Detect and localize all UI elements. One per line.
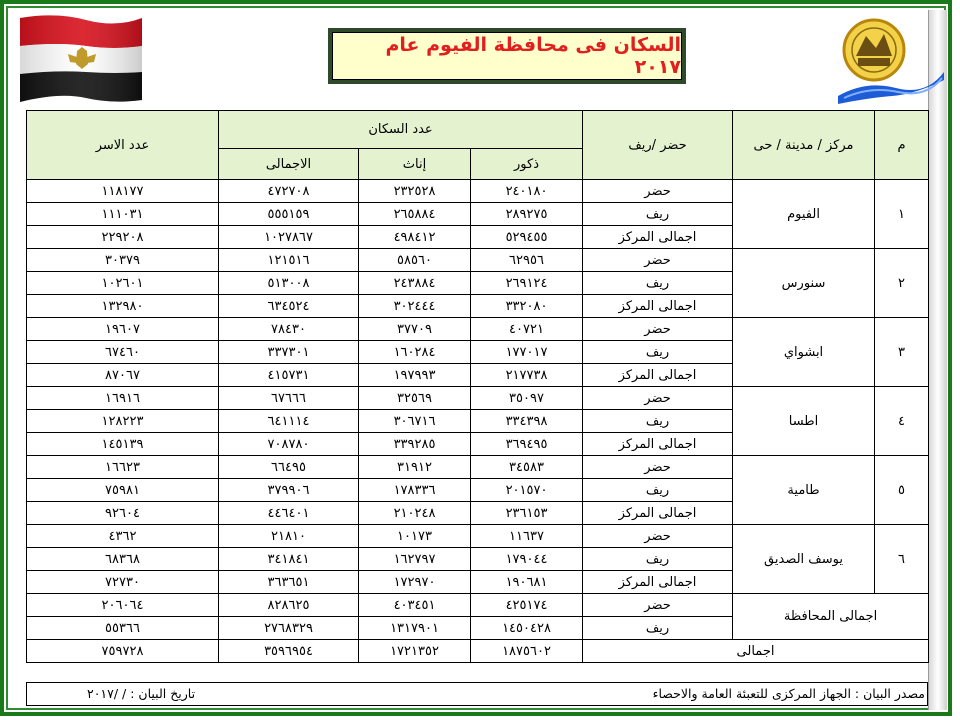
page-title: السكان فى محافظة الفيوم عام ٢٠١٧: [385, 34, 681, 78]
area-type: ريف: [583, 341, 733, 364]
total-cell: ١٢١٥١٦: [219, 249, 359, 272]
area-type: اجمالى المركز: [583, 571, 733, 594]
area-type: اجمالى المركز: [583, 433, 733, 456]
males-cell: ١١٦٣٧: [471, 525, 583, 548]
total-cell: ٣٥٩٦٩٥٤: [219, 640, 359, 663]
row-number: ٣: [875, 318, 929, 387]
grand-total-row: [27, 640, 929, 663]
row-number: ١: [875, 180, 929, 249]
area-type: حضر: [583, 525, 733, 548]
area-type: اجمالى المركز: [583, 364, 733, 387]
area-type: حضر: [583, 387, 733, 410]
females-cell: ١٩٧٩٩٣: [359, 364, 471, 387]
area-type: حضر: [583, 180, 733, 203]
area-type: ريف: [583, 203, 733, 226]
households-cell: ٦٧٤٦٠: [27, 341, 219, 364]
females-cell: ٣٠٢٤٤٤: [359, 295, 471, 318]
females-cell: ٢٣٢٥٢٨: [359, 180, 471, 203]
header-population: عدد السكان: [219, 111, 583, 149]
total-cell: ٦٧٦٦٦: [219, 387, 359, 410]
header-markaz: مركز / مدينة / حى: [733, 111, 875, 180]
females-cell: ٣٣٩٢٨٥: [359, 433, 471, 456]
header-m: م: [875, 111, 929, 180]
males-cell: ٤٢٥١٧٤: [471, 594, 583, 617]
males-cell: ٣٣٤٣٩٨: [471, 410, 583, 433]
header-females: إناث: [359, 149, 471, 180]
households-cell: ١٩٦٠٧: [27, 318, 219, 341]
markaz-name: يوسف الصديق: [733, 525, 875, 594]
females-cell: ١٦٠٢٨٤: [359, 341, 471, 364]
footer: [26, 682, 928, 706]
area-type: حضر: [583, 594, 733, 617]
males-cell: ٣٤٥٨٣: [471, 456, 583, 479]
males-cell: ٣٦٩٤٩٥: [471, 433, 583, 456]
footer-source: مصدر البيان : الجهاز المركزى للتعبئة العامة والاحصاء: [652, 686, 925, 701]
area-type: ريف: [583, 479, 733, 502]
males-cell: ١٧٩٠٤٤: [471, 548, 583, 571]
area-type: حضر: [583, 249, 733, 272]
total-cell: ٦٣٤٥٢٤: [219, 295, 359, 318]
females-cell: ٣١٩١٢: [359, 456, 471, 479]
households-cell: ٧٥٩٧٢٨: [27, 640, 219, 663]
males-cell: ٣٣٢٠٨٠: [471, 295, 583, 318]
area-type: اجمالى المركز: [583, 502, 733, 525]
footer-date: تاريخ البيان : / /٢٠١٧: [87, 686, 196, 701]
females-cell: ٥٨٥٦٠: [359, 249, 471, 272]
males-cell: ٢٤٠١٨٠: [471, 180, 583, 203]
markaz-name: اطسا: [733, 387, 875, 456]
row-number: ٤: [875, 387, 929, 456]
households-cell: ٣٠٣٧٩: [27, 249, 219, 272]
area-type: ريف: [583, 548, 733, 571]
females-cell: ٣٧٧٠٩: [359, 318, 471, 341]
total-cell: ٥١٣٠٠٨: [219, 272, 359, 295]
households-cell: ١٦٦٢٣: [27, 456, 219, 479]
total-cell: ٣٦٣٦٥١: [219, 571, 359, 594]
header-total: الاجمالى: [219, 149, 359, 180]
area-type: اجمالى المركز: [583, 295, 733, 318]
households-cell: ٢٠٦٠٦٤: [27, 594, 219, 617]
females-cell: ١٧٨٣٣٦: [359, 479, 471, 502]
females-cell: ٤٠٣٤٥١: [359, 594, 471, 617]
males-cell: ٦٢٩٥٦: [471, 249, 583, 272]
row-number: ٦: [875, 525, 929, 594]
households-cell: ٤٣٦٢: [27, 525, 219, 548]
total-cell: ٢١٨١٠: [219, 525, 359, 548]
total-cell: ٧٨٤٣٠: [219, 318, 359, 341]
males-cell: ٢١٧٧٣٨: [471, 364, 583, 387]
total-cell: ١٠٢٧٨٦٧: [219, 226, 359, 249]
table-row: [27, 387, 929, 410]
scroll-strip: [928, 10, 947, 710]
females-cell: ٢١٠٢٤٨: [359, 502, 471, 525]
total-cell: ٤٧٢٧٠٨: [219, 180, 359, 203]
governorate-logo-icon: [836, 10, 946, 106]
households-cell: ٦٨٣٦٨: [27, 548, 219, 571]
area-type: حضر: [583, 318, 733, 341]
households-cell: ٩٢٦٠٤: [27, 502, 219, 525]
total-cell: ٦٤١١١٤: [219, 410, 359, 433]
row-number: ٢: [875, 249, 929, 318]
table-row: [27, 180, 929, 203]
header-hadar-rif: حضر /ريف: [583, 111, 733, 180]
table-row: [27, 525, 929, 548]
males-cell: ٢٣٦١٥٣: [471, 502, 583, 525]
total-cell: ٤١٥٧٣١: [219, 364, 359, 387]
total-cell: ٦٦٤٩٥: [219, 456, 359, 479]
total-cell: ٥٥٥١٥٩: [219, 203, 359, 226]
females-cell: ١٠١٧٣: [359, 525, 471, 548]
governorate-label: اجمالى المحافظة: [733, 594, 929, 640]
males-cell: ١٧٧٠١٧: [471, 341, 583, 364]
table-row: [27, 249, 929, 272]
households-cell: ٢٢٩٢٠٨: [27, 226, 219, 249]
area-type: حضر: [583, 456, 733, 479]
females-cell: ٣٢٥٦٩: [359, 387, 471, 410]
households-cell: ١٤٥١٣٩: [27, 433, 219, 456]
header-households: عدد الاسر: [27, 111, 219, 180]
males-cell: ٣٥٠٩٧: [471, 387, 583, 410]
total-cell: ٢٧٦٨٣٢٩: [219, 617, 359, 640]
markaz-name: طامية: [733, 456, 875, 525]
females-cell: ٣٠٦٧١٦: [359, 410, 471, 433]
males-cell: ١٩٠٦٨١: [471, 571, 583, 594]
total-cell: ٣٤١٨٤١: [219, 548, 359, 571]
males-cell: ٢٦٩١٢٤: [471, 272, 583, 295]
markaz-name: الفيوم: [733, 180, 875, 249]
markaz-name: ابشواي: [733, 318, 875, 387]
table-body: [27, 180, 929, 663]
households-cell: ٧٢٧٣٠: [27, 571, 219, 594]
grand-total-label: اجمالى: [583, 640, 929, 663]
households-cell: ١١٨١٧٧: [27, 180, 219, 203]
females-cell: ٤٩٨٤١٢: [359, 226, 471, 249]
governorate-row: [27, 594, 929, 617]
males-cell: ٤٠٧٢١: [471, 318, 583, 341]
males-cell: ٢٠١٥٧٠: [471, 479, 583, 502]
households-cell: ١٣٢٩٨٠: [27, 295, 219, 318]
area-type: ريف: [583, 272, 733, 295]
total-cell: ٨٢٨٦٢٥: [219, 594, 359, 617]
households-cell: ٧٥٩٨١: [27, 479, 219, 502]
females-cell: ١٧٢١٣٥٢: [359, 640, 471, 663]
females-cell: ١٦٢٧٩٧: [359, 548, 471, 571]
households-cell: ١٠٢٦٠١: [27, 272, 219, 295]
males-cell: ٢٨٩٢٧٥: [471, 203, 583, 226]
table-row: [27, 318, 929, 341]
area-type: اجمالى المركز: [583, 226, 733, 249]
markaz-name: سنورس: [733, 249, 875, 318]
total-cell: ٣٧٩٩٠٦: [219, 479, 359, 502]
row-number: ٥: [875, 456, 929, 525]
total-cell: ٧٠٨٧٨٠: [219, 433, 359, 456]
total-cell: ٤٤٦٤٠١: [219, 502, 359, 525]
households-cell: ٥٥٣٦٦: [27, 617, 219, 640]
males-cell: ١٨٧٥٦٠٢: [471, 640, 583, 663]
males-cell: ٥٢٩٤٥٥: [471, 226, 583, 249]
header-males: ذكور: [471, 149, 583, 180]
area-type: ريف: [583, 617, 733, 640]
males-cell: ١٤٥٠٤٢٨: [471, 617, 583, 640]
females-cell: ٢٤٣٨٨٤: [359, 272, 471, 295]
females-cell: ٢٦٥٨٨٤: [359, 203, 471, 226]
households-cell: ١١١٠٣١: [27, 203, 219, 226]
households-cell: ٨٧٠٦٧: [27, 364, 219, 387]
households-cell: ١٢٨٢٢٣: [27, 410, 219, 433]
population-table: [26, 110, 929, 663]
title-box: [328, 28, 686, 84]
egypt-flag-icon: [16, 12, 146, 104]
females-cell: ١٧٢٩٧٠: [359, 571, 471, 594]
table-row: [27, 456, 929, 479]
total-cell: ٣٣٧٣٠١: [219, 341, 359, 364]
females-cell: ١٣١٧٩٠١: [359, 617, 471, 640]
households-cell: ١٦٩١٦: [27, 387, 219, 410]
area-type: ريف: [583, 410, 733, 433]
